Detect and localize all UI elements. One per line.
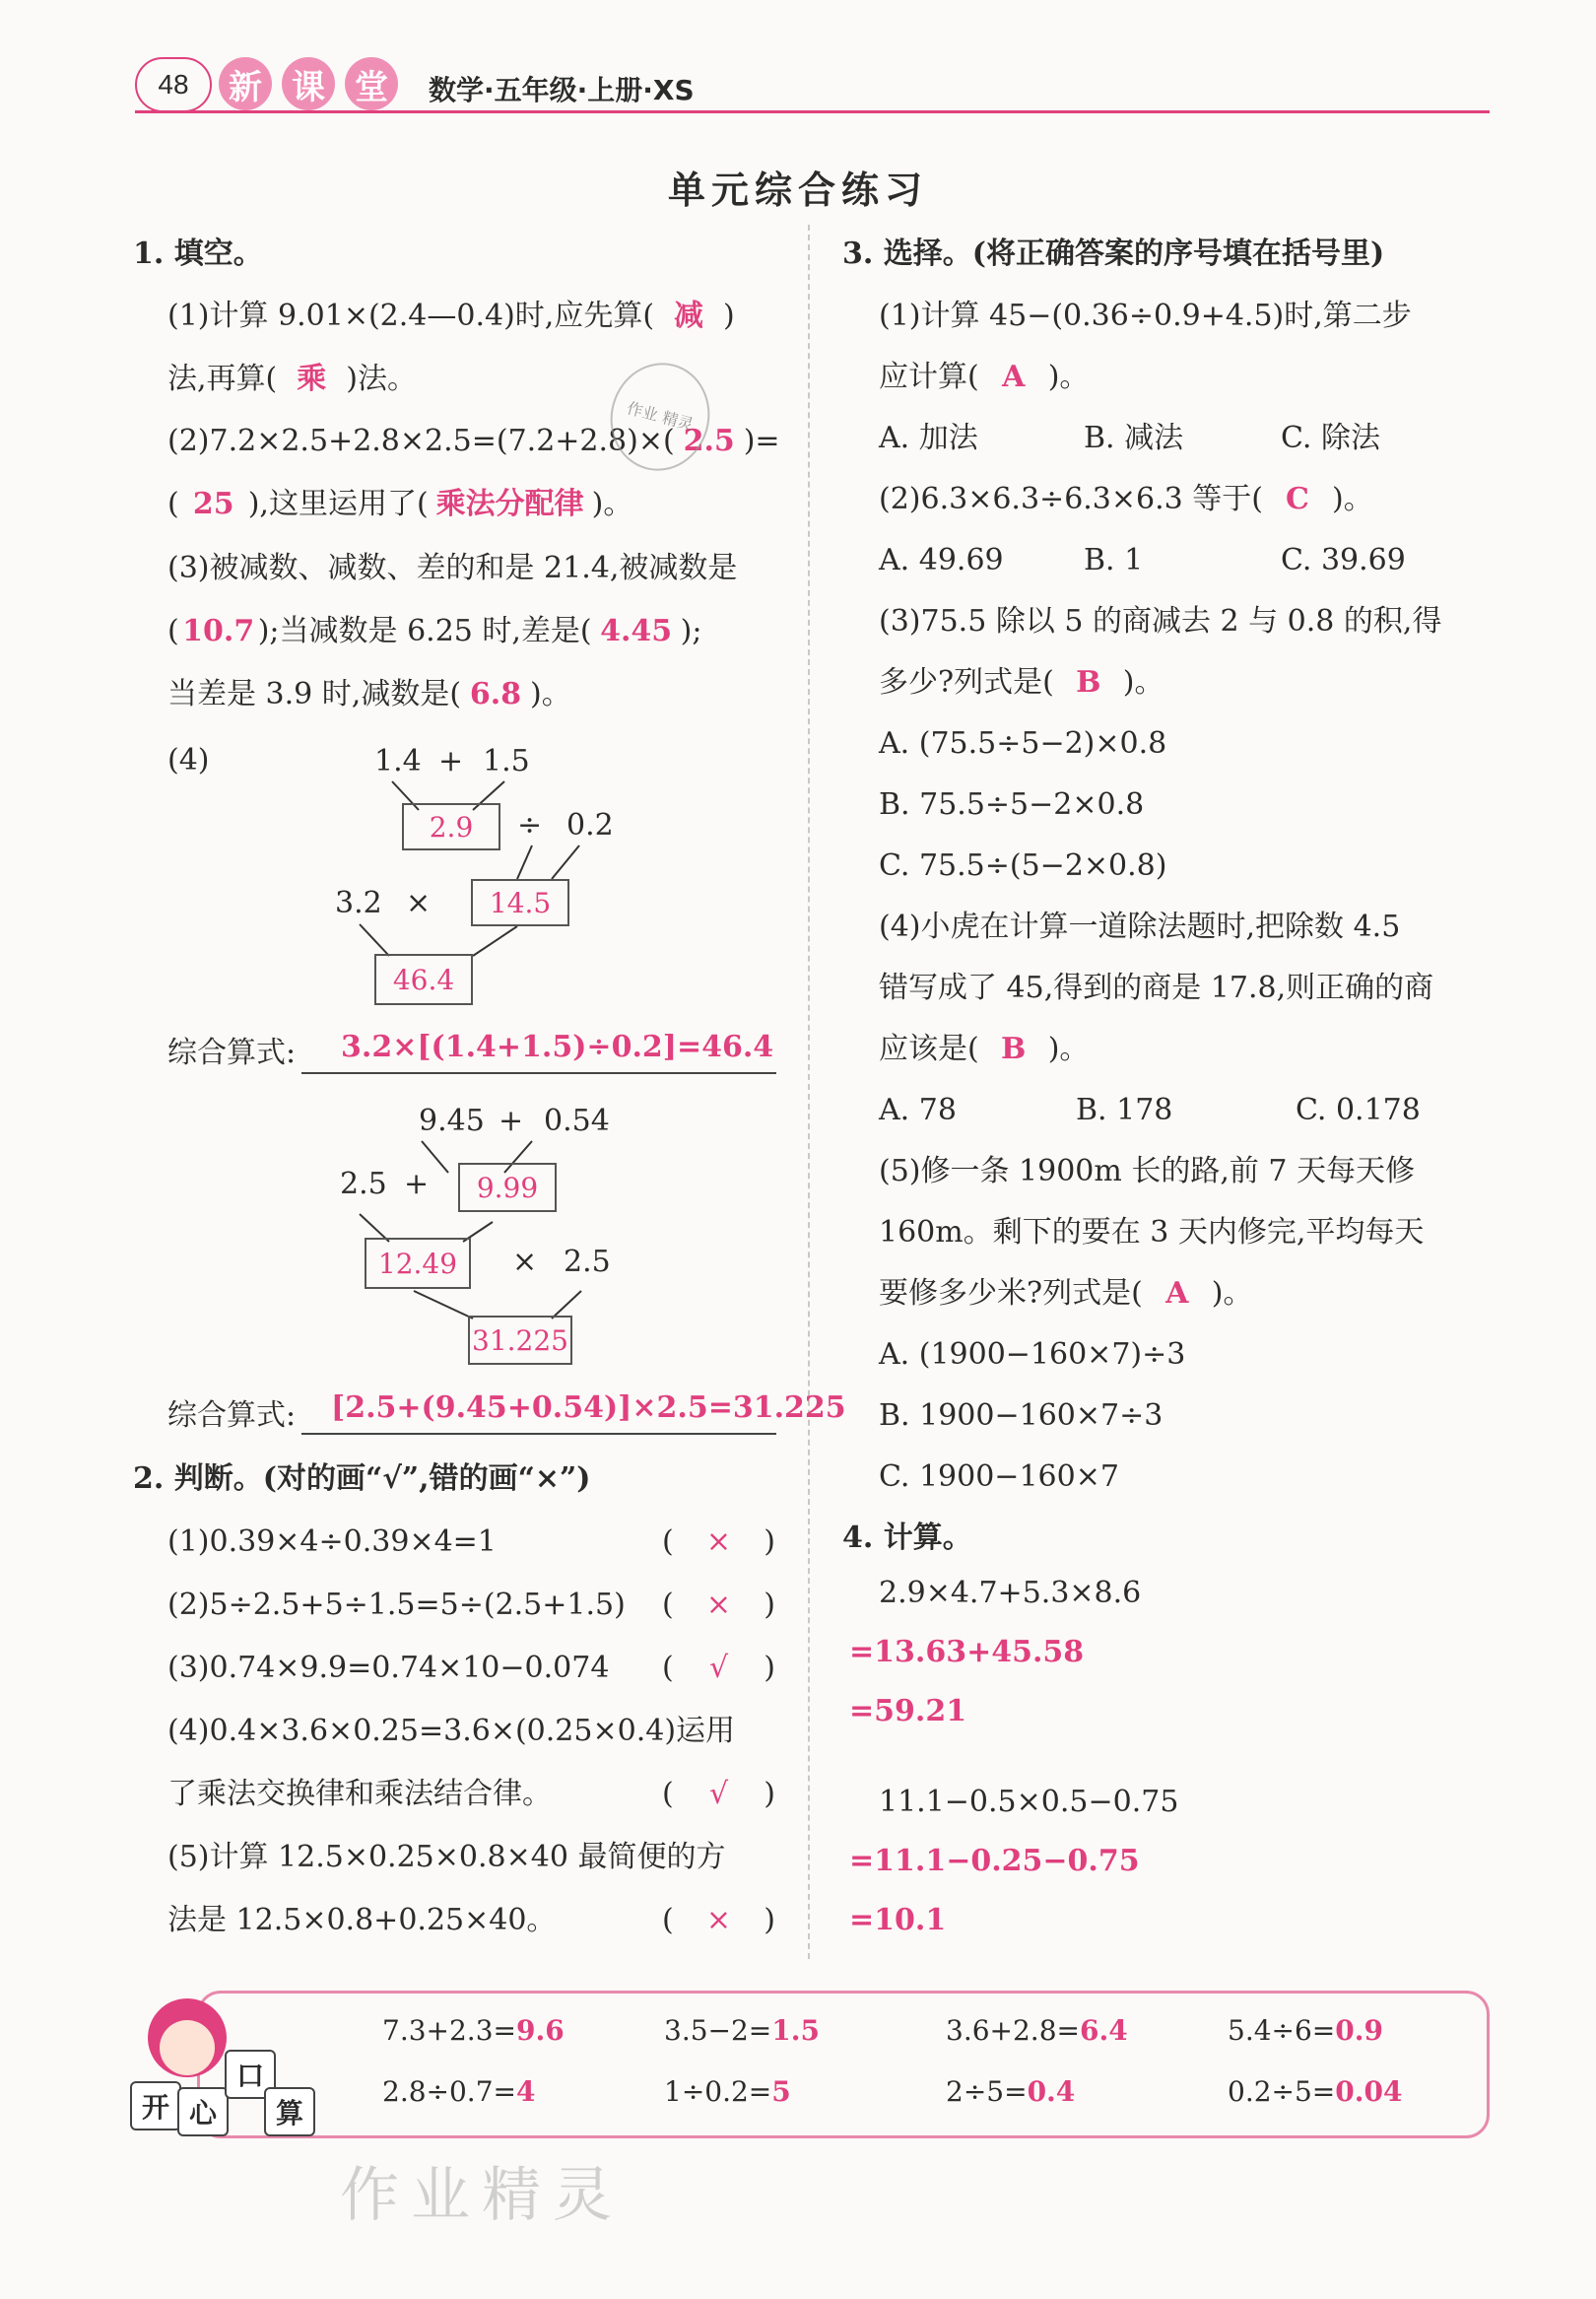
text: )= <box>743 424 780 458</box>
oral-question: 5.4÷6= <box>1228 2014 1336 2047</box>
tree1-final-box[interactable]: 46.4 <box>374 954 473 1005</box>
tree1-number: 1.4 <box>374 744 422 778</box>
q3-text-line <box>879 665 1164 700</box>
text: 应该是( <box>879 1032 979 1066</box>
q4-step[interactable]: =11.1−0.25−0.75 <box>849 1844 1140 1878</box>
option: A. 49.69 <box>879 543 1004 577</box>
oral-answer[interactable]: 1.5 <box>771 2014 820 2047</box>
answer-mark: × <box>705 1903 732 1937</box>
tree2-line <box>552 1291 581 1319</box>
girl-face <box>160 2020 215 2075</box>
q3-text: (3)75.5 除以 5 的商减去 2 与 0.8 的积,得 <box>879 604 1442 639</box>
option: B. 减法 <box>1084 421 1184 455</box>
answer-blank[interactable]: 4.45 <box>600 614 673 648</box>
text: )。 <box>1122 665 1164 700</box>
q2-answer-paren[interactable] <box>662 1651 775 1685</box>
brand-char: 堂 <box>345 57 398 110</box>
stamp-logo: 作业 精灵 <box>598 352 721 482</box>
text: 法,再算( <box>167 362 278 396</box>
formula-label: 综合算式: <box>167 1398 297 1433</box>
oral-answer[interactable]: 0.9 <box>1335 2014 1383 2047</box>
oral-item <box>382 2014 565 2047</box>
q4-expression: 11.1−0.5×0.5−0.75 <box>879 1785 1179 1819</box>
option: C. 1900−160×7 <box>879 1459 1119 1494</box>
text: ),这里运用了( <box>247 487 429 521</box>
q4-step[interactable]: =10.1 <box>849 1903 947 1937</box>
text: )。 <box>1211 1276 1253 1311</box>
q2-answer-paren[interactable] <box>662 1524 775 1559</box>
text: ) <box>723 299 735 333</box>
oral-item <box>664 2075 791 2108</box>
answer-blank[interactable]: C <box>1286 482 1309 516</box>
answer-blank[interactable]: B <box>1001 1032 1027 1066</box>
answer-mark: √ <box>708 1777 729 1811</box>
option: C. 75.5÷(5−2×0.8) <box>879 848 1167 883</box>
option: B. 75.5÷5−2×0.8 <box>879 787 1145 822</box>
brand-char: 课 <box>282 57 335 110</box>
answer-blank[interactable]: 减 <box>674 299 704 333</box>
tree2-number: 9.45 <box>419 1104 485 1138</box>
tree2-result-box[interactable]: 9.99 <box>458 1163 557 1212</box>
oral-item <box>946 2014 1128 2047</box>
option: B. 1900−160×7÷3 <box>879 1398 1164 1433</box>
q2-item-text: (5)计算 12.5×0.25×0.8×40 最简便的方 <box>167 1840 726 1874</box>
option: A. (1900−160×7)÷3 <box>879 1337 1186 1372</box>
q3-text: (4)小虎在计算一道除法题时,把除数 4.5 <box>879 910 1401 944</box>
text: ( <box>167 614 179 648</box>
formula-label: 综合算式: <box>167 1036 297 1070</box>
q2-item-text: 了乘法交换律和乘法结合律。 <box>167 1777 552 1811</box>
q4-step[interactable]: =13.63+45.58 <box>849 1635 1085 1669</box>
q3-text: 160m。剩下的要在 3 天内修完,平均每天 <box>879 1215 1425 1250</box>
answer-blank[interactable]: A <box>1002 360 1026 394</box>
tree1-operator: ÷ <box>517 808 543 843</box>
answer-blank[interactable]: 乘法分配律 <box>435 487 584 521</box>
answer-blank[interactable]: A <box>1165 1276 1189 1311</box>
text: ( <box>167 487 179 521</box>
tree1-line <box>517 845 532 879</box>
q4-step[interactable]: =59.21 <box>849 1694 967 1728</box>
paren: ) <box>764 1588 775 1622</box>
q1-part4-label: (4) <box>167 743 210 778</box>
oral-item <box>1228 2014 1383 2047</box>
tree2-result-box[interactable]: 12.49 <box>365 1238 471 1289</box>
q3-heading: 3. 选择。(将正确答案的序号填在括号里) <box>842 237 1385 271</box>
answer-mark: × <box>705 1524 732 1559</box>
paren: ) <box>764 1903 775 1937</box>
tree1-line <box>473 926 517 956</box>
header-subject: 数学·五年级·上册·XS <box>429 74 695 106</box>
text: 应计算( <box>879 360 979 394</box>
option: A. 加法 <box>879 421 978 455</box>
q2-item-text: (2)5÷2.5+5÷1.5=5÷(2.5+1.5) <box>167 1588 626 1622</box>
q2-item-text: (1)0.39×4÷0.39×4=1 <box>167 1524 497 1559</box>
tree2-final-box[interactable]: 31.225 <box>468 1316 572 1365</box>
oral-question: 2÷5= <box>946 2075 1028 2108</box>
paren: ) <box>764 1651 775 1685</box>
q3-text-line <box>879 1276 1253 1311</box>
tree2-operator: × <box>512 1245 538 1279</box>
tree1-result-box[interactable]: 2.9 <box>402 803 500 850</box>
text: )。 <box>1332 482 1373 516</box>
paren: ) <box>764 1777 775 1811</box>
oral-item <box>382 2075 535 2108</box>
q2-answer-paren[interactable] <box>662 1777 775 1811</box>
tree1-operator: × <box>406 886 432 920</box>
q2-answer-paren[interactable] <box>662 1590 775 1620</box>
answer-blank[interactable]: 25 <box>192 487 234 521</box>
answer-blank[interactable]: 10.7 <box>182 614 255 648</box>
text: (2)6.3×6.3÷6.3×6.3 等于( <box>879 482 1263 516</box>
text: )。 <box>530 677 571 711</box>
oral-question: 2.8÷0.7= <box>382 2075 516 2108</box>
oral-answer[interactable]: 6.4 <box>1079 2014 1128 2047</box>
q2-heading: 2. 判断。(对的画“√”,错的画“×”) <box>133 1461 591 1496</box>
tree1-line <box>360 924 389 956</box>
q3-text-line <box>879 360 1090 394</box>
formula-answer[interactable]: [2.5+(9.45+0.54)]×2.5=31.225 <box>301 1393 776 1435</box>
tree2-number: 2.5 <box>340 1167 387 1201</box>
q2-item-text: (3)0.74×9.9=0.74×10−0.074 <box>167 1651 610 1685</box>
text: );当减数是 6.25 时,差是( <box>257 614 592 648</box>
oral-answer[interactable]: 0.04 <box>1335 2075 1403 2108</box>
page-title: 单元综合练习 <box>667 169 928 212</box>
q4-heading: 4. 计算。 <box>842 1521 972 1555</box>
text: 当差是 3.9 时,减数是( <box>167 677 462 711</box>
cube-label: 心 <box>177 2087 229 2136</box>
brand-char: 新 <box>219 57 272 110</box>
text: )法。 <box>346 362 417 396</box>
answer-blank[interactable]: 6.8 <box>469 677 522 711</box>
tree1-line <box>552 845 579 879</box>
answer-blank[interactable]: B <box>1076 665 1101 700</box>
paren: ) <box>764 1524 775 1559</box>
watermark-text: 作业精灵 <box>340 2161 624 2230</box>
paren: ( <box>662 1777 674 1811</box>
oral-item <box>1228 2075 1402 2108</box>
q2-item-text: 法是 12.5×0.8+0.25×40。 <box>167 1903 557 1937</box>
option: C. 0.178 <box>1296 1093 1421 1127</box>
oral-answer[interactable]: 9.6 <box>515 2014 565 2047</box>
option: B. 178 <box>1076 1093 1173 1127</box>
q2-answer-paren[interactable] <box>662 1903 775 1937</box>
text: )。 <box>591 487 633 521</box>
tree1-operator: + <box>438 744 464 778</box>
q3-text: (1)计算 45−(0.36÷0.9+4.5)时,第二步 <box>879 299 1412 333</box>
page-number: 48 <box>135 57 212 112</box>
cube-label: 开 <box>130 2081 181 2130</box>
oral-question: 3.5−2= <box>664 2014 772 2047</box>
answer-blank[interactable]: 2.5 <box>683 424 735 458</box>
oral-question: 1÷0.2= <box>664 2075 772 2108</box>
cube-label: 算 <box>264 2087 315 2136</box>
tree2-number: 2.5 <box>564 1245 611 1279</box>
q3-text-line <box>879 482 1373 516</box>
q4-expression: 2.9×4.7+5.3×8.6 <box>879 1576 1142 1610</box>
q3-text: 错写成了 45,得到的商是 17.8,则正确的商 <box>879 971 1434 1005</box>
paren: ( <box>662 1651 674 1685</box>
oral-item <box>664 2014 820 2047</box>
oral-question: 0.2÷5= <box>1228 2075 1336 2108</box>
tree1-number: 1.5 <box>483 744 530 778</box>
q3-text-line <box>879 1032 1090 1066</box>
text: ); <box>680 614 702 648</box>
tree1-result-box[interactable]: 14.5 <box>471 879 569 926</box>
tree1-number: 3.2 <box>335 886 382 920</box>
formula-answer[interactable]: 3.2×[(1.4+1.5)÷0.2]=46.4 <box>301 1033 776 1074</box>
cube-label: 口 <box>225 2050 276 2099</box>
option: B. 1 <box>1084 543 1144 577</box>
paren: ( <box>662 1588 674 1622</box>
tree2-number: 0.54 <box>544 1104 610 1138</box>
answer-blank[interactable]: 乘 <box>297 362 327 396</box>
option: A. (75.5÷5−2)×0.8 <box>879 726 1167 761</box>
oral-calc-panel <box>197 1991 1490 2138</box>
tree2-line <box>414 1291 473 1319</box>
text: )。 <box>1047 360 1090 394</box>
text: (1)计算 9.01×(2.4—0.4)时,应先算( <box>167 299 655 333</box>
oral-question: 7.3+2.3= <box>382 2014 516 2047</box>
option: A. 78 <box>879 1093 957 1127</box>
oral-answer[interactable]: 0.4 <box>1027 2075 1076 2108</box>
q1-heading: 1. 填空。 <box>133 237 263 271</box>
answer-mark: √ <box>708 1651 729 1685</box>
tree2-operator: + <box>404 1167 430 1201</box>
paren: ( <box>662 1524 674 1559</box>
q2-item-text: (4)0.4×3.6×0.25=3.6×(0.25×0.4)运用 <box>167 1714 736 1748</box>
text: 多少?列式是( <box>879 665 1054 700</box>
paren: ( <box>662 1903 674 1937</box>
option: C. 除法 <box>1281 421 1380 455</box>
oral-answer[interactable]: 5 <box>771 2075 791 2108</box>
q3-text: (5)修一条 1900m 长的路,前 7 天每天修 <box>879 1154 1416 1188</box>
oral-item <box>946 2075 1075 2108</box>
text: (2)7.2×2.5+2.8×2.5=(7.2+2.8)×( <box>167 424 675 458</box>
option: C. 39.69 <box>1281 543 1406 577</box>
tree1-number: 0.2 <box>566 808 614 843</box>
oral-question: 3.6+2.8= <box>946 2014 1080 2047</box>
answer-mark: × <box>705 1588 732 1622</box>
text: )。 <box>1047 1032 1090 1066</box>
oral-answer[interactable]: 4 <box>515 2075 536 2108</box>
tree2-operator: + <box>499 1104 524 1138</box>
q1-part3-line1: (3)被减数、减数、差的和是 21.4,被减数是 <box>167 551 738 585</box>
text: 要修多少米?列式是( <box>879 1276 1143 1311</box>
